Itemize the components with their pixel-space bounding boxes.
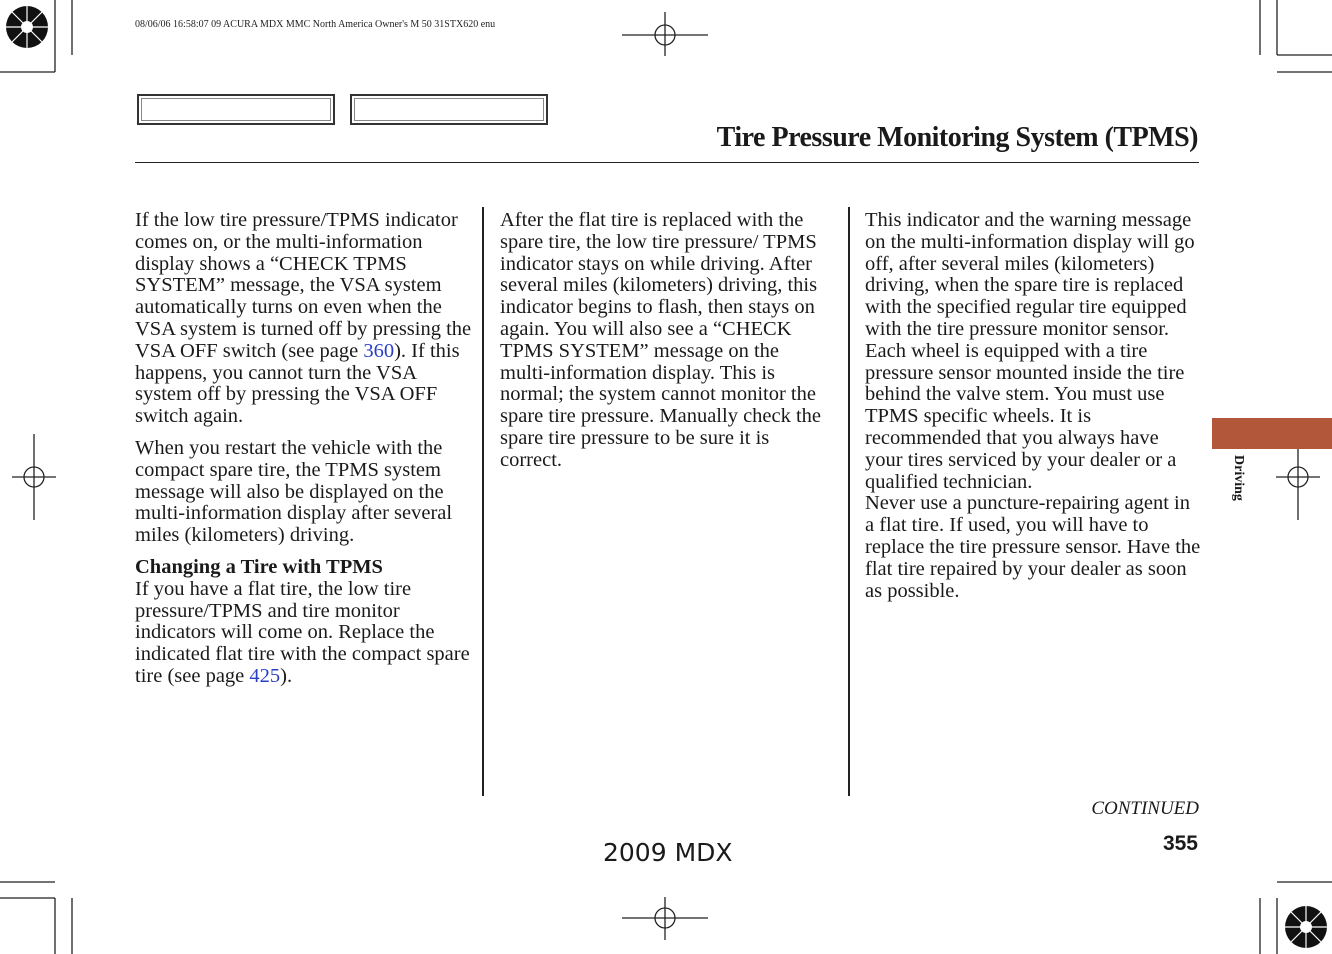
text: ).: [280, 664, 293, 687]
section-tab-label: Driving: [1231, 455, 1246, 501]
page-link-360[interactable]: 360: [363, 339, 395, 362]
column-3: [865, 210, 1201, 602]
page-title: Tire Pressure Monitoring System (TPMS): [716, 122, 1198, 153]
paragraph: After the flat tire is replaced with the spare tire, the low tire pressure/ TPMS indicator stays on while driving. After several miles (kilometers) driving, this indicator begins to flash, then stays on again. You will also see a “CHECK TPMS SYSTEM” message on the multi-information display. This is normal; the system cannot monitor the spare tire pressure. Manually check the spare tire pressure to be sure it is correct.: [500, 209, 822, 471]
title-rule: [135, 162, 1199, 163]
page-link-425[interactable]: 425: [249, 664, 281, 687]
text: ). If this happens, you cannot turn the VSA system off by pressing the VSA OFF switch again.: [135, 339, 460, 428]
column-1: [135, 210, 473, 688]
paragraph: This indicator and the warning message on the multi-information display will go off, after several miles (kilometers) driving, when the spare tire is replaced with the specified regular tire equipped with the tire pressure monitor sensor.: [865, 209, 1195, 340]
model-footer: 2009 MDX: [603, 838, 733, 867]
print-meta-header: 08/06/06 16:58:07 09 ACURA MDX MMC North America Owner's M 50 31STX620 enu: [135, 19, 496, 30]
paragraph: [135, 579, 473, 688]
continued-label: CONTINUED: [1091, 798, 1199, 819]
paragraph: [135, 210, 473, 428]
text: If the low tire pressure/TPMS indicator comes on, or the multi-information display shows a “CHECK TPMS SYSTEM” message, the VSA system automatically turns on even when the VSA system is turned off by pressing the VSA OFF switch (see page: [135, 209, 472, 362]
paragraph: Each wheel is equipped with a tire pressure sensor mounted inside the tire behind the valve stem. You must use TPMS specific wheels. It is recommended that you always have your tires serviced by your dealer or a qualified technician.: [865, 339, 1185, 493]
subheading: Changing a Tire with TPMS: [135, 555, 383, 578]
section-tab[interactable]: [1212, 418, 1332, 449]
paragraph: When you restart the vehicle with the compact spare tire, the TPMS system message will also be displayed on the multi-information display after several miles (kilometers) driving.: [135, 436, 453, 547]
page-number: 355: [1162, 832, 1198, 855]
nav-button-previous[interactable]: [137, 94, 335, 125]
column-divider: [482, 207, 484, 796]
column-divider: [848, 207, 850, 796]
paragraph: Never use a puncture-repairing agent in a flat tire. If used, you will have to replace the tire pressure sensor. Have the flat tire repaired by your dealer as soon as possible.: [865, 492, 1201, 602]
nav-button-next[interactable]: [350, 94, 548, 125]
column-2: [500, 210, 830, 482]
text: If you have a flat tire, the low tire pressure/TPMS and tire monitor indicators will come on. Replace the indicated flat tire with the compact spare tire (see page: [135, 577, 470, 687]
